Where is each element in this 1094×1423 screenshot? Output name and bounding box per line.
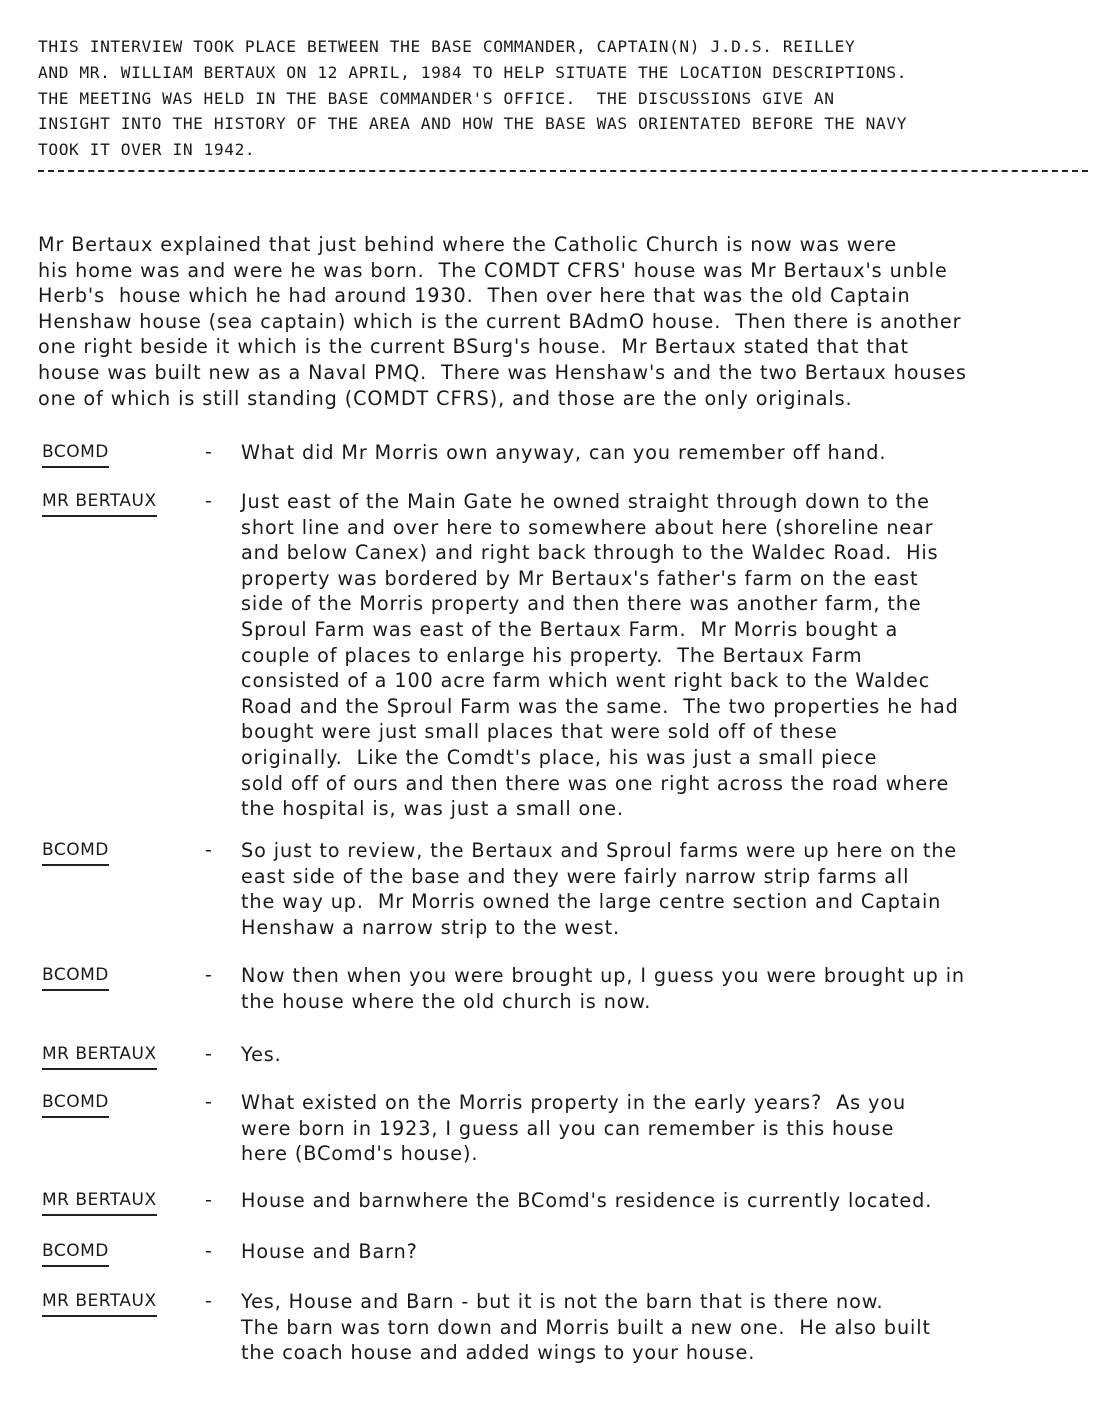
speaker-label: BCOMD <box>42 838 109 866</box>
separator-dash: - <box>205 1240 212 1262</box>
separator-dash: - <box>205 1043 212 1065</box>
speech-text: House and Barn? <box>241 1240 418 1263</box>
speaker-label: MR BERTAUX <box>42 489 157 517</box>
speaker-label: BCOMD <box>42 1090 109 1118</box>
speech-text: Now then when you were brought up, I guess you were brought up in the house where the old church is now. <box>241 964 965 1013</box>
speaker-label: MR BERTAUX <box>42 1289 157 1317</box>
speaker-label: BCOMD <box>42 440 109 468</box>
speaker-label: MR BERTAUX <box>42 1042 157 1070</box>
separator-dash: - <box>205 964 212 986</box>
speaker-label: BCOMD <box>42 963 109 991</box>
dashed-divider <box>38 170 1088 172</box>
separator-dash: - <box>205 441 212 463</box>
speech-text: What did Mr Morris own anyway, can you remember off hand. <box>241 441 887 464</box>
separator-dash: - <box>205 1290 212 1312</box>
speech-text: Yes, House and Barn - but it is not the barn that is there now. The barn was torn down and Morris built a new one. He also built the coach house and added wings to your house. <box>241 1290 931 1365</box>
speaker-label: MR BERTAUX <box>42 1188 157 1216</box>
speech-text: Yes. <box>241 1043 282 1066</box>
interview-header: THIS INTERVIEW TOOK PLACE BETWEEN THE BASE COMMANDER, CAPTAIN(N) J.D.S. REILLEY AND MR. WILLIAM BERTAUX ON 12 APRIL, 1984 TO HELP SITUATE THE LOCATION DESCRIPTIONS. THE MEETING WAS HELD IN THE BASE COMMANDER'S OFFICE. THE DISCUSSIONS GIVE AN INSIGHT INTO THE HISTORY OF THE AREA AND HOW THE BASE WAS ORIENTATED BEFORE THE NAVY TOOK IT OVER IN 1942. <box>38 37 908 160</box>
speech-text: So just to review, the Bertaux and Sproul farms were up here on the east side of the base and they were fairly narrow strip farms all the way up. Mr Morris owned the large centre section and Captain Henshaw a narrow strip to the west. <box>241 839 958 939</box>
separator-dash: - <box>205 839 212 861</box>
separator-dash: - <box>205 490 212 512</box>
speaker-label: BCOMD <box>42 1239 109 1267</box>
intro-paragraph: Mr Bertaux explained that just behind where the Catholic Church is now was were his home was and were he was born. The COMDT CFRS' house was Mr Bertaux's unble Herb's house which he had around 1930. Then over here that was the old Captain Henshaw house (sea captain) which is the current BAdmO house. Then there is another one right beside it which is the current BSurg's house. Mr Bertaux stated that that house was built new as a Naval PMQ. There was Henshaw's and the two Bertaux houses one of which is still standing (COMDT CFRS), and those are the only originals. <box>38 233 967 410</box>
speech-text: Just east of the Main Gate he owned straight through down to the short line and over here to somewhere about here (shoreline near and below Canex) and right back through to the Waldec Road. His property was bordered by Mr Bertaux's father's farm on the east side of the Morris property and then there was another farm, the Sproul Farm was east of the Bertaux Farm. Mr Morris bought a couple of places to enlarge his property. The Bertaux Farm consisted of a 100 acre farm which went right back to the Waldec Road and the Sproul Farm was the same. The two properties he had bought were just small places that were sold off of these originally. Like the Comdt's place, his was just a small piece sold off of ours and then there was one right across the road where the hospital is, was just a small one. <box>241 490 959 821</box>
speech-text: House and barnwhere the BComd's residence is currently located. <box>241 1189 933 1212</box>
separator-dash: - <box>205 1189 212 1211</box>
speech-text: What existed on the Morris property in the early years? As you were born in 1923, I guess all you can remember is this house here (BComd's house). <box>241 1091 907 1166</box>
separator-dash: - <box>205 1091 212 1113</box>
